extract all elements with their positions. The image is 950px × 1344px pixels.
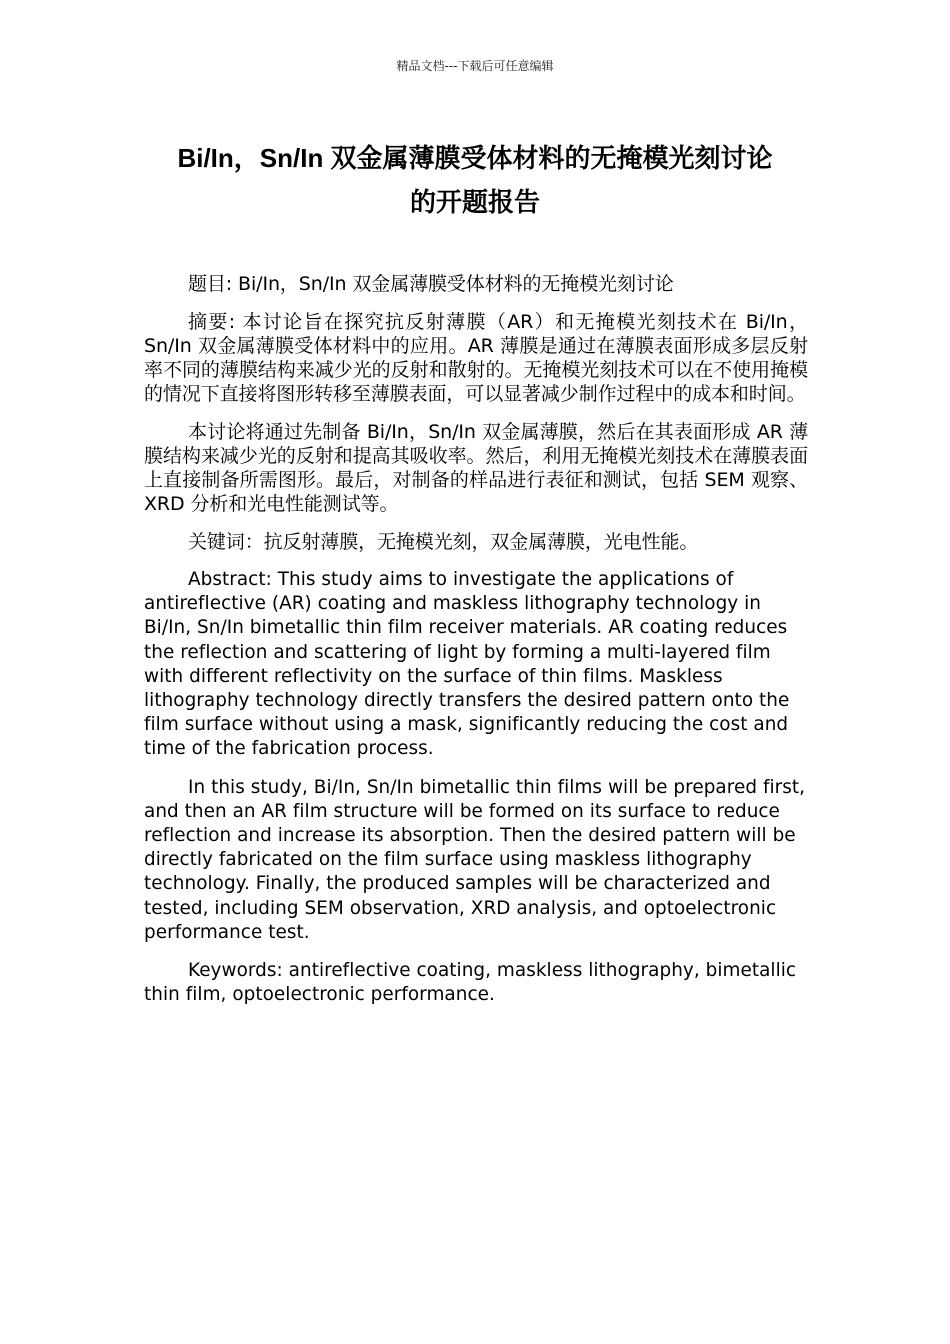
document-body	[144, 272, 808, 1021]
abstract-cn-paragraph: 摘要: 本讨论旨在探究抗反射薄膜（AR）和无掩模光刻技术在 Bi/In，Sn/In 双金属薄膜受体材料中的应用。AR 薄膜是通过在薄膜表面形成多层反射率不同的薄膜结构来减少光的反射和散射的。无掩模光刻技术可以在不使用掩模的情况下直接将图形转移至薄膜表面，可以显著减少制作过程中的成本和时间。	[144, 311, 808, 405]
title-line-2: 的开题报告	[409, 187, 540, 217]
method-en-paragraph: In this study, Bi/In, Sn/In bimetallic thin films will be prepared first, and then an AR film structure will be formed on its surface to reduce reflection and increase its absorption. Then the desired pattern will be directly fabricated on the film surface using maskless lithography technology. Finally, the produced samples will be characterized and tested, including SEM observation, XRD analysis, and optoelectronic performance test.	[144, 776, 806, 943]
keywords-en-paragraph: Keywords: antireflective coating, maskless lithography, bimetallic thin film, optoelectronic performance.	[144, 960, 797, 1006]
abstract-en-paragraph: Abstract: This study aims to investigate the applications of antireflective (AR) coating and maskless lithography technology in Bi/In, Sn/In bimetallic thin film receiver materials. AR coating reduces the reflection and scattering of light by forming a multi-layered film with different reflectivity on the surface of thin films. Maskless lithography technology directly transfers the desired pattern onto the film surface without using a mask, significantly reducing the cost and time of the fabrication process.	[144, 569, 790, 760]
topic-paragraph: 题目: Bi/In，Sn/In 双金属薄膜受体材料的无掩模光刻讨论	[188, 273, 674, 295]
document-title	[140, 136, 810, 224]
method-cn-paragraph: 本讨论将通过先制备 Bi/In，Sn/In 双金属薄膜，然后在其表面形成 AR 薄膜结构来减少光的反射和提高其吸收率。然后，利用无掩模光刻技术在薄膜表面上直接制备所需图形。最后，对制备的样品进行表征和测试，包括 SEM 观察、XRD 分析和光电性能测试等。	[144, 421, 808, 515]
header-note: 精品文档---下载后可任意编辑	[396, 59, 554, 73]
title-line-1: Bi/In，Sn/In 双金属薄膜受体材料的无掩模光刻讨论	[177, 143, 773, 173]
keywords-cn-paragraph: 关键词：抗反射薄膜，无掩模光刻，双金属薄膜，光电性能。	[188, 531, 699, 553]
